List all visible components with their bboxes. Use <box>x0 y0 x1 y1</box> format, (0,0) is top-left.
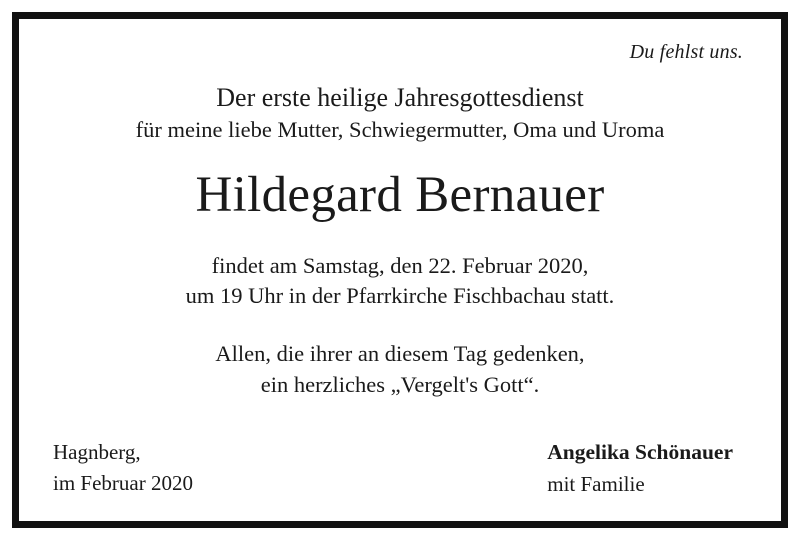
datetime-line-1: findet am Samstag, den 22. Februar 2020, <box>211 252 589 278</box>
headline-line-1: Der erste heilige Jahresgottesdienst <box>216 83 584 112</box>
date-line: im Februar 2020 <box>53 470 193 495</box>
place-line: Hagnberg, <box>53 440 141 465</box>
service-datetime <box>43 251 757 312</box>
signer-name: Angelika Schönauer <box>547 440 733 465</box>
motto-text: Du fehlst uns. <box>629 41 743 63</box>
thanks-line-2: ein herzliches „Vergelt's Gott“. <box>260 371 540 397</box>
thanks-message <box>43 339 757 400</box>
notice-border-frame <box>12 12 788 528</box>
notice-footer <box>43 437 757 503</box>
signer-family: mit Familie <box>547 471 645 496</box>
deceased-name: Hildegard Bernauer <box>195 167 605 224</box>
headline-line-2: für meine liebe Mutter, Schwiegermutter, Oma und Uroma <box>135 116 665 142</box>
service-headline <box>43 82 757 143</box>
signers <box>547 437 749 499</box>
notice-content <box>19 19 781 521</box>
thanks-line-1: Allen, die ihrer an diesem Tag gedenken, <box>215 341 585 367</box>
place-and-date <box>53 437 193 498</box>
datetime-line-2: um 19 Uhr in der Pfarrkirche Fischbachau statt. <box>185 283 615 309</box>
